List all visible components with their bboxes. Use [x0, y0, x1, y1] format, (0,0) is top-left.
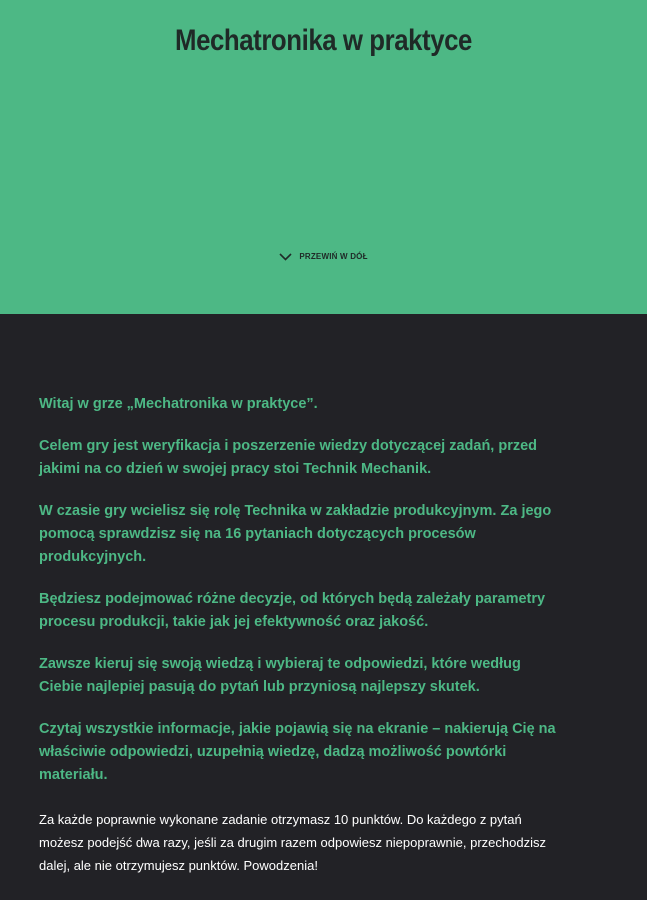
- scroll-down-button[interactable]: [0, 252, 647, 261]
- hero-section: [0, 0, 647, 314]
- chevron-down-icon: [279, 253, 292, 261]
- intro-paragraph-decisions: Będziesz podejmować różne decyzje, od których będą zależały parametry procesu produkcji, takie jak jej efektywność oraz jakość.: [39, 591, 546, 630]
- intro-paragraph-role: W czasie gry wcielisz się rolę Technika w zakładzie produkcyjnym. Za jego pomocą sprawdzisz się na 16 pytaniach dotyczących procesów produkcyjnych.: [39, 503, 552, 565]
- intro-paragraph-goal: Celem gry jest weryfikacja i poszerzenie wiedzy dotyczącej zadań, przed jakimi na co dzień w swojej pracy stoi Technik Mechanik.: [39, 438, 538, 477]
- intro-text: [39, 393, 559, 806]
- intro-paragraph-read: Czytaj wszystkie informacje, jakie pojawią się na ekranie – nakierują Cię na właściwie odpowiedzi, uzupełnią wiedzę, dadzą możliwość powtórki materiału.: [39, 721, 556, 783]
- rules-text: Za każde poprawnie wykonane zadanie otrzymasz 10 punktów. Do każdego z pytań możesz podejść dwa razy, jeśli za drugim razem odpowiesz niepoprawnie, przechodzisz dalej, ale nie otrzymujesz punktów. Powodzenia!: [39, 812, 546, 873]
- intro-paragraph-advice: Zawsze kieruj się swoją wiedzą i wybieraj te odpowiedzi, które według Ciebie najlepiej pasują do pytań lub przyniosą najlepszy skutek.: [39, 656, 521, 695]
- scroll-down-label: PRZEWIŃ W DÓŁ: [299, 252, 368, 261]
- intro-section: [0, 314, 647, 900]
- intro-paragraph-welcome: Witaj w grze „Mechatronika w praktyce”.: [39, 396, 318, 412]
- page-title: Mechatronika w praktyce: [175, 24, 472, 57]
